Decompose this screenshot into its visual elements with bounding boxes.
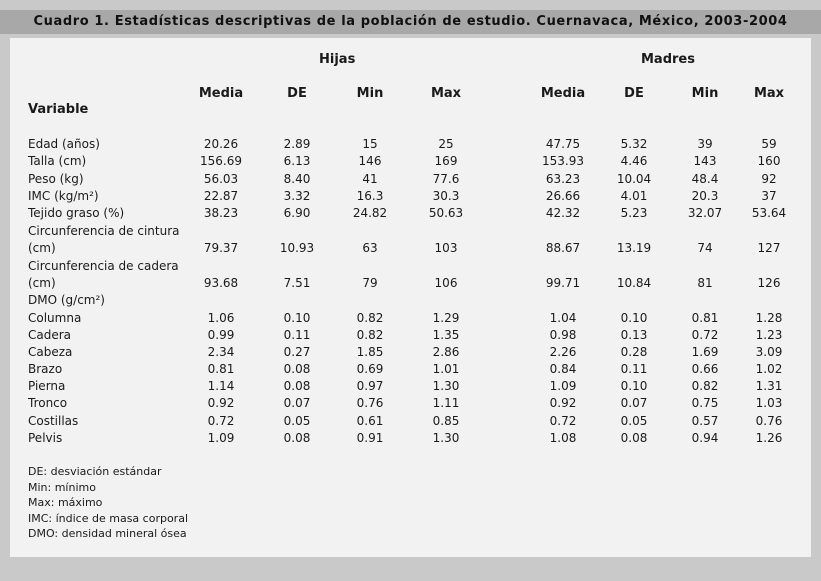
table-cell: 77.6 xyxy=(432,172,460,186)
table-cell: 1.08 xyxy=(549,431,577,445)
table-cell: 63.23 xyxy=(545,172,581,186)
table-cell: 0.27 xyxy=(283,345,311,359)
table-cell: 1.69 xyxy=(691,345,719,359)
table-cell: 1.35 xyxy=(432,328,460,342)
table-cell: 41 xyxy=(362,172,378,186)
table-cell: 5.32 xyxy=(620,137,648,151)
table-cell: 0.57 xyxy=(691,414,719,428)
table-cell: 0.72 xyxy=(207,414,235,428)
table-cell: 47.75 xyxy=(545,137,581,151)
table-cell: 6.13 xyxy=(283,154,311,168)
row-label: (cm) xyxy=(28,276,56,290)
table-cell: 0.85 xyxy=(432,414,460,428)
row-label: Circunferencia de cintura xyxy=(28,224,180,238)
table-cell: 42.32 xyxy=(545,206,581,220)
table-cell: 92 xyxy=(761,172,777,186)
footnote: Min: mínimo xyxy=(28,480,96,494)
table-cell: 103 xyxy=(434,241,458,255)
table-cell: 30.3 xyxy=(432,189,460,203)
table-cell: 169 xyxy=(434,154,458,168)
table-cell: 1.04 xyxy=(549,311,577,325)
table-cell: 25 xyxy=(438,137,454,151)
row-label: Pierna xyxy=(28,379,66,393)
table-cell: 1.09 xyxy=(549,379,577,393)
table-cell: 4.01 xyxy=(620,189,648,203)
table-cell: 3.32 xyxy=(283,189,311,203)
table-row xyxy=(0,430,821,447)
table-cell: 0.72 xyxy=(691,328,719,342)
table-cell: 1.06 xyxy=(207,311,235,325)
table-row xyxy=(0,171,821,188)
column-header-media: Media xyxy=(198,86,244,101)
table-row xyxy=(0,327,821,344)
table-cell: 0.08 xyxy=(283,379,311,393)
table-cell: 156.69 xyxy=(200,154,242,168)
row-label: Pelvis xyxy=(28,431,63,445)
table-cell: 0.10 xyxy=(620,379,648,393)
table-cell: 74 xyxy=(697,241,713,255)
table-row xyxy=(0,292,821,309)
table-cell: 2.34 xyxy=(207,345,235,359)
table-cell: 2.89 xyxy=(283,137,311,151)
row-label: IMC (kg/m²) xyxy=(28,189,99,203)
table-cell: 0.61 xyxy=(356,414,384,428)
table-cell: 126 xyxy=(757,276,781,290)
table-cell: 0.92 xyxy=(207,396,235,410)
table-cell: 0.81 xyxy=(691,311,719,325)
table-cell: 0.66 xyxy=(691,362,719,376)
table-cell: 2.26 xyxy=(549,345,577,359)
table-cell: 22.87 xyxy=(203,189,239,203)
table-cell: 16.3 xyxy=(356,189,384,203)
table-cell: 1.30 xyxy=(432,379,460,393)
table-cell: 0.08 xyxy=(283,362,311,376)
table-cell: 20.26 xyxy=(203,137,239,151)
table-cell: 0.75 xyxy=(691,396,719,410)
table-cell: 1.29 xyxy=(432,311,460,325)
table-cell: 0.84 xyxy=(549,362,577,376)
table-cell: 0.99 xyxy=(207,328,235,342)
table-cell: 59 xyxy=(761,137,777,151)
table-cell: 88.67 xyxy=(545,241,581,255)
variable-header: Variable xyxy=(28,102,89,117)
table-cell: 50.63 xyxy=(428,206,464,220)
table-cell: 13.19 xyxy=(616,241,652,255)
table-cell: 56.03 xyxy=(203,172,239,186)
table-cell: 0.08 xyxy=(620,431,648,445)
table-cell: 26.66 xyxy=(545,189,581,203)
row-label: Tronco xyxy=(28,396,68,410)
column-header-min: Min xyxy=(356,86,384,101)
table-cell: 2.86 xyxy=(432,345,460,359)
table-cell: 7.51 xyxy=(283,276,311,290)
row-label: Cadera xyxy=(28,328,72,342)
column-header-media: Media xyxy=(540,86,586,101)
table-cell: 0.11 xyxy=(620,362,648,376)
table-cell: 6.90 xyxy=(283,206,311,220)
column-header-max: Max xyxy=(753,86,785,101)
table-cell: 0.94 xyxy=(691,431,719,445)
column-header-de: DE xyxy=(287,86,307,101)
table-cell: 81 xyxy=(697,276,713,290)
table-cell: 32.07 xyxy=(687,206,723,220)
table-cell: 0.10 xyxy=(620,311,648,325)
row-label: Columna xyxy=(28,311,82,325)
group-header-madres: Madres xyxy=(641,52,695,67)
table-title: Cuadro 1. Estadísticas descriptivas de la población de estudio. Cuernavaca, México, 2003-2004 xyxy=(33,14,788,29)
table-cell: 24.82 xyxy=(352,206,388,220)
table-cell: 106 xyxy=(434,276,458,290)
table-row xyxy=(0,275,821,292)
row-label: Brazo xyxy=(28,362,63,376)
table-row xyxy=(0,344,821,361)
table-cell: 0.05 xyxy=(283,414,311,428)
table-row xyxy=(0,136,821,153)
table-row xyxy=(0,240,821,257)
table-cell: 127 xyxy=(757,241,781,255)
row-label: Circunferencia de cadera xyxy=(28,259,179,273)
table-cell: 37 xyxy=(761,189,777,203)
table-cell: 10.04 xyxy=(616,172,652,186)
table-cell: 1.26 xyxy=(755,431,783,445)
table-row xyxy=(0,361,821,378)
table-row xyxy=(0,258,821,275)
table-cell: 1.30 xyxy=(432,431,460,445)
table-cell: 1.85 xyxy=(356,345,384,359)
table-cell: 4.46 xyxy=(620,154,648,168)
table-cell: 1.14 xyxy=(207,379,235,393)
table-row xyxy=(0,310,821,327)
table-cell: 1.28 xyxy=(755,311,783,325)
table-cell: 38.23 xyxy=(203,206,239,220)
table-cell: 93.68 xyxy=(203,276,239,290)
table-cell: 53.64 xyxy=(751,206,787,220)
table-cell: 0.07 xyxy=(620,396,648,410)
footnote: DMO: densidad mineral ósea xyxy=(28,527,187,540)
column-header-de: DE xyxy=(624,86,644,101)
table-cell: 63 xyxy=(362,241,378,255)
table-cell: 160 xyxy=(757,154,781,168)
table-cell: 1.09 xyxy=(207,431,235,445)
table-cell: 0.98 xyxy=(549,328,577,342)
row-label: Cabeza xyxy=(28,345,73,359)
table-cell: 0.69 xyxy=(356,362,384,376)
table-cell: 0.76 xyxy=(755,414,783,428)
table-cell: 0.05 xyxy=(620,414,648,428)
table-cell: 0.82 xyxy=(356,328,384,342)
table-cell: 0.76 xyxy=(356,396,384,410)
table-cell: 146 xyxy=(358,154,382,168)
row-label: Edad (años) xyxy=(28,137,100,151)
table-cell: 1.01 xyxy=(432,362,460,376)
footnote: DE: desviación estándar xyxy=(28,465,162,478)
table-cell: 3.09 xyxy=(755,345,783,359)
table-row xyxy=(0,188,821,205)
table-row xyxy=(0,205,821,222)
table-row xyxy=(0,378,821,395)
group-header-hijas: Hijas xyxy=(319,52,356,67)
table-cell: 1.11 xyxy=(432,396,460,410)
table-cell: 8.40 xyxy=(283,172,311,186)
row-label: (cm) xyxy=(28,241,56,255)
table-cell: 79.37 xyxy=(203,241,239,255)
table-cell: 39 xyxy=(697,137,713,151)
table-cell: 20.3 xyxy=(691,189,719,203)
table-cell: 0.91 xyxy=(356,431,384,445)
table-cell: 0.92 xyxy=(549,396,577,410)
row-label: Talla (cm) xyxy=(28,154,87,168)
table-cell: 1.31 xyxy=(755,379,783,393)
table-cell: 0.13 xyxy=(620,328,648,342)
row-label: Tejido graso (%) xyxy=(28,206,125,220)
table-row xyxy=(0,223,821,240)
table-cell: 0.82 xyxy=(356,311,384,325)
table-cell: 0.07 xyxy=(283,396,311,410)
footnote: IMC: índice de masa corporal xyxy=(28,511,188,525)
row-label: Costillas xyxy=(28,414,79,428)
table-cell: 153.93 xyxy=(542,154,584,168)
table-cell: 0.08 xyxy=(283,431,311,445)
table-cell: 79 xyxy=(362,276,378,290)
footnote: Max: máximo xyxy=(28,496,103,509)
table-cell: 1.03 xyxy=(755,396,783,410)
table-cell: 0.82 xyxy=(691,379,719,393)
table-row xyxy=(0,153,821,170)
table-row xyxy=(0,395,821,412)
table-cell: 5.23 xyxy=(620,206,648,220)
table-cell: 0.28 xyxy=(620,345,648,359)
table-cell: 1.02 xyxy=(755,362,783,376)
table-cell: 48.4 xyxy=(691,172,719,186)
table-cell: 1.23 xyxy=(755,328,783,342)
row-label: DMO (g/cm²) xyxy=(28,293,105,307)
column-header-min: Min xyxy=(691,86,719,101)
table-cell: 10.93 xyxy=(279,241,315,255)
row-label: Peso (kg) xyxy=(28,172,84,186)
table-cell: 0.81 xyxy=(207,362,235,376)
table-cell: 99.71 xyxy=(545,276,581,290)
table-cell: 0.72 xyxy=(549,414,577,428)
column-header-max: Max xyxy=(430,86,462,101)
table-cell: 10.84 xyxy=(616,276,652,290)
table-cell: 143 xyxy=(693,154,717,168)
table-cell: 15 xyxy=(362,137,378,151)
table-cell: 0.97 xyxy=(356,379,384,393)
table-cell: 0.11 xyxy=(283,328,311,342)
title-bar xyxy=(0,10,821,34)
table-cell: 0.10 xyxy=(283,311,311,325)
table-row xyxy=(0,413,821,430)
footnotes xyxy=(28,464,188,542)
